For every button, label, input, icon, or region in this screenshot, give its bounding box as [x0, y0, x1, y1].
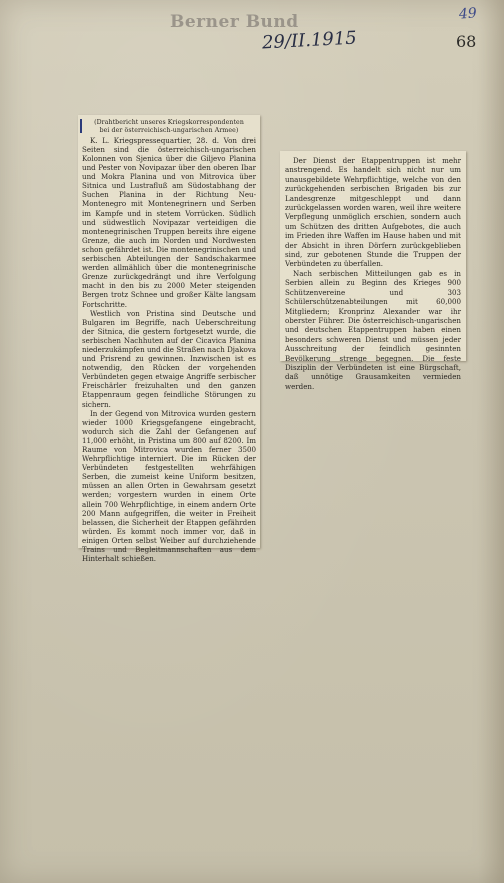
page-number: 68	[456, 32, 477, 51]
article-paragraph: Westlich von Pristina sind Deutsche und Bulgaren im Begriffe, nach Ueberschreitung der Sitnica, die gestern fortgesetzt wurde, die serbischen Nachhuten auf der Cicavica Planina niederzukämpfen und die Straßen nach Djakova und Prisrend zu gewinnen. Inzwischen ist es notwendig, den Rücken der vorgehenden Verbündeten gegen etwaige Angriffe serbischer Freischärler freizuhalten und den ganzen Etappenraum gegen feindliche Störungen zu sichern.	[82, 308, 256, 409]
newspaper-clipping-left	[78, 115, 260, 564]
article-paragraph: K. L. Kriegspressequartier, 28. d. Von drei Seiten sind die österreichisch-ungarischen Kolonnen von Sjenica über die Giljevo Planina und Pester von Novipazar über den oberen Ibar und Mokra Planina und von Mitrovica über Sitnica und Lustrafluß am Südostabhang der Suchen Planina in der Richtung Neu-Montenegro mit Montenegrinern und Serben im Kampfe und in stetem Vorrücken. Südlich und südwestlich Novipazar verteidigen die montenegrinischen Truppen bereits ihre eigene Grenze, die auch im Norden und Nordwesten schon gefährdet ist. Die montenegrinischen und serbischen Abteilungen der Sandschakarmee werden allmählich über die montenegrinische Grenze zurückgedrängt und ihre Verfolgung macht in den bis zu 2000 Meter steigenden Bergen trotz Schnee und großer Kälte langsam Fortschritte.	[82, 135, 256, 309]
article-paragraph: Der Dienst der Etappentruppen ist mehr anstrengend. Es handelt sich nicht nur um unausgebildete Wehrpflichtige, welche von den zurückgehenden serbischen Brigaden bis zur Landesgrenze mitgeschleppt und dann zurückgelassen worden waren, weil ihre weitere Verpflegung unmöglich erschien, sondern auch um Schützen des dritten Aufgebotes, die auch im Frieden ihre Waffen im Hause haben und mit der Absicht in ihren Dörfern zurückgeblieben sind, zur gebotenen Stunde die Truppen der Verbündeten zu überfallen.	[285, 156, 461, 269]
dateline-note-line-2: bei der österreichisch-ungarischen Armee)	[99, 127, 239, 135]
article-paragraph: In der Gegend von Mitrovica wurden gestern wieder 1000 Kriegsgefangene eingebracht, wodurch sich die Zahl der Gefangenen auf 11,000 erhöht, in Pristina um 800 auf 8200. Im Raume von Mitrovica wurden ferner 3500 Wehrpflichtige interniert. Die im Rücken der Verbündeten festgestellten wehrfähigen Serben, die zumeist keine Uniform besitzen, müssen an allen Orten in Gewahrsam gesetzt werden; vorgestern wurden in einem Orte allein 700 Wehrpflichtige, in einem andern Orte 200 Mann aufgegriffen, die weiter in Freiheit belassen, die Sicherheit der Etappen gefährden würden. Es kommt noch immer vor, daß in einigen Orten selbst Weiber auf durchziehende Trains und Begleitmannschaften aus dem Hinterhalt schießen.	[82, 408, 256, 564]
handwritten-date: 29/II.1915	[261, 27, 358, 54]
dateline-note-line-1: (Drahtbericht unseres Kriegskorrespondenten	[94, 119, 244, 126]
newspaper-clipping-right	[280, 151, 466, 391]
paper-edge-stain	[478, 0, 504, 883]
handwritten-folio-number: 49	[458, 5, 478, 23]
article-paragraph: Nach serbischen Mitteilungen gab es in Serbien allein zu Beginn des Krieges 900 Schützenvereine und 303 Schülerschützenabteilungen mit 60,000 Mitgliedern; Kronprinz Alexander war ihr oberster Führer. Die österreichisch-ungarischen und deutschen Etappentruppen haben einen besonders schweren Dienst und müssen jeder Ausschreitung der feindlich gesinnten Bevölkerung strenge begegnen. Die feste Disziplin der Verbündeten ist eine Bürgschaft, daß unnötige Grausamkeiten vermieden werden.	[285, 268, 461, 391]
newspaper-source-stamp: Berner Bund	[170, 12, 299, 32]
blue-pencil-mark	[80, 119, 82, 133]
